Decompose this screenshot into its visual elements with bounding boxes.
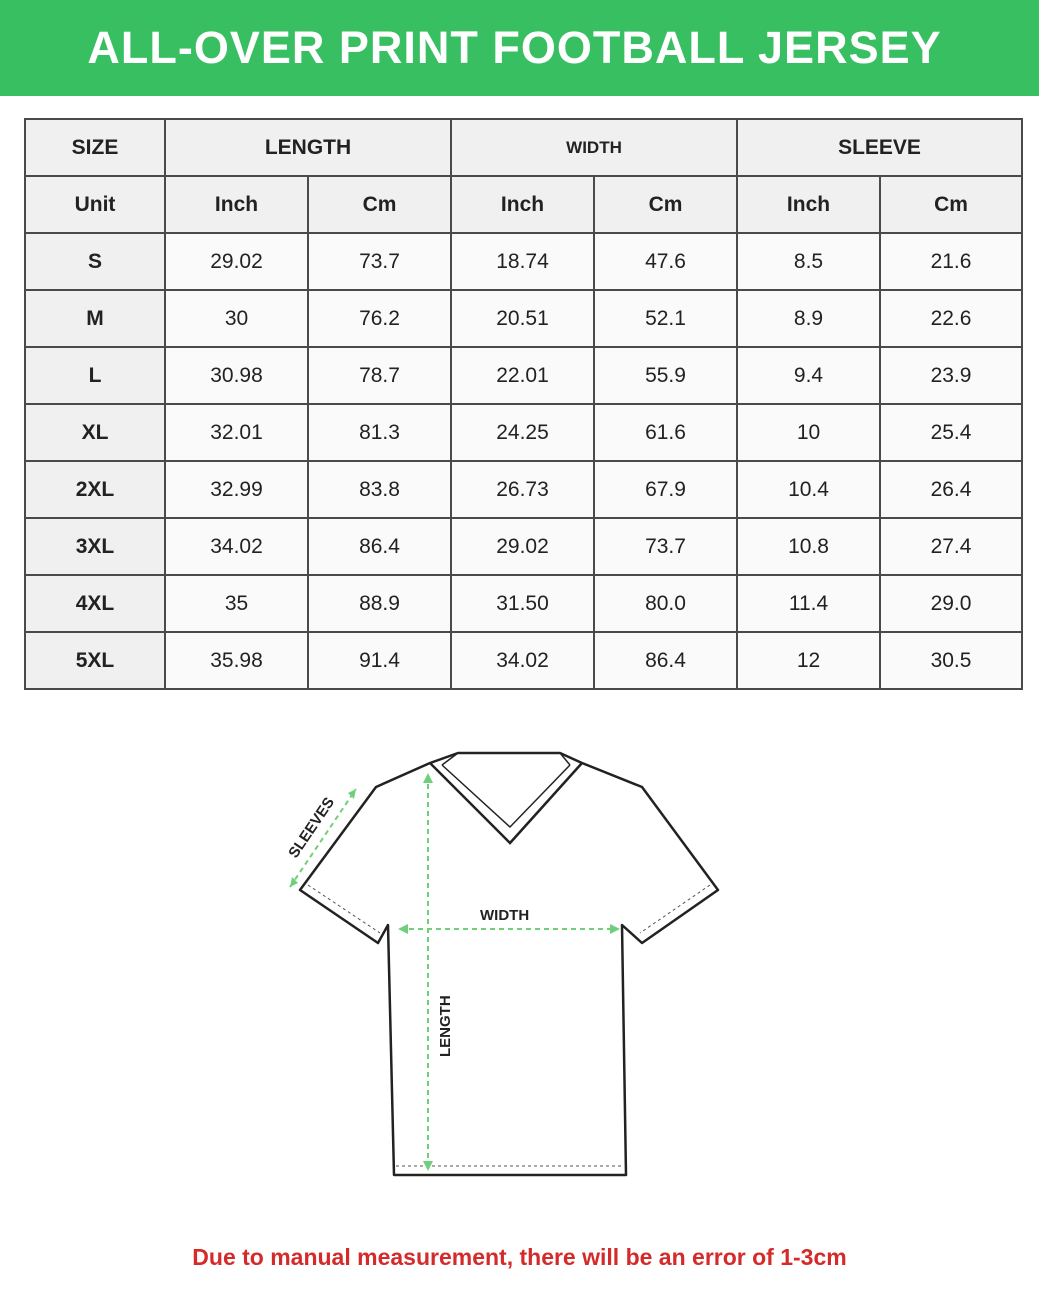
size-chart-table xyxy=(24,118,1023,690)
measurement-cell: 8.9 xyxy=(737,290,880,347)
measurement-cell: 86.4 xyxy=(594,632,737,689)
measurement-cell: 47.6 xyxy=(594,233,737,290)
measurement-cell: 10 xyxy=(737,404,880,461)
header-banner xyxy=(0,0,1039,96)
measurement-cell: 29.02 xyxy=(165,233,308,290)
measurement-cell: 9.4 xyxy=(737,347,880,404)
measurement-cell: 86.4 xyxy=(308,518,451,575)
table-row xyxy=(25,233,1022,290)
size-label-cell: L xyxy=(25,347,165,404)
size-label-cell: 5XL xyxy=(25,632,165,689)
table-row xyxy=(25,632,1022,689)
table-row xyxy=(25,404,1022,461)
unit-cell: Cm xyxy=(594,176,737,233)
sleeve-header: SLEEVE xyxy=(737,119,1022,176)
measurement-cell: 26.4 xyxy=(880,461,1022,518)
measurement-cell: 73.7 xyxy=(308,233,451,290)
measurement-cell: 61.6 xyxy=(594,404,737,461)
header-row xyxy=(25,119,1022,176)
jersey-illustration xyxy=(270,745,740,1195)
measurement-cell: 29.0 xyxy=(880,575,1022,632)
jersey-diagram xyxy=(270,745,740,1195)
unit-header: Unit xyxy=(25,176,165,233)
measurement-cell: 29.02 xyxy=(451,518,594,575)
measurement-cell: 34.02 xyxy=(451,632,594,689)
measurement-cell: 30.98 xyxy=(165,347,308,404)
jersey-outline xyxy=(300,753,718,1175)
measurement-note: Due to manual measurement, there will be an error of 1-3cm xyxy=(192,1244,847,1270)
table-row xyxy=(25,575,1022,632)
measurement-cell: 35.98 xyxy=(165,632,308,689)
unit-cell: Cm xyxy=(880,176,1022,233)
measurement-cell: 11.4 xyxy=(737,575,880,632)
unit-cell: Inch xyxy=(737,176,880,233)
measurement-cell: 73.7 xyxy=(594,518,737,575)
measurement-cell: 31.50 xyxy=(451,575,594,632)
unit-cell: Inch xyxy=(451,176,594,233)
measurement-cell: 21.6 xyxy=(880,233,1022,290)
measurement-cell: 10.8 xyxy=(737,518,880,575)
measurement-cell: 81.3 xyxy=(308,404,451,461)
width-label: WIDTH xyxy=(480,907,530,924)
unit-cell: Cm xyxy=(308,176,451,233)
table-row xyxy=(25,518,1022,575)
size-label-cell: 4XL xyxy=(25,575,165,632)
measurement-cell: 32.01 xyxy=(165,404,308,461)
measurement-cell: 78.7 xyxy=(308,347,451,404)
sleeves-label: SLEEVES xyxy=(285,794,339,862)
size-label-cell: M xyxy=(25,290,165,347)
table-row xyxy=(25,461,1022,518)
length-header: LENGTH xyxy=(165,119,451,176)
measurement-cell: 27.4 xyxy=(880,518,1022,575)
measurement-cell: 12 xyxy=(737,632,880,689)
measurement-cell: 26.73 xyxy=(451,461,594,518)
size-label-cell: 3XL xyxy=(25,518,165,575)
measurement-cell: 88.9 xyxy=(308,575,451,632)
measurement-cell: 30.5 xyxy=(880,632,1022,689)
size-label-cell: S xyxy=(25,233,165,290)
measurement-cell: 18.74 xyxy=(451,233,594,290)
page-title: ALL-OVER PRINT FOOTBALL JERSEY xyxy=(87,22,942,73)
measurement-cell: 52.1 xyxy=(594,290,737,347)
measurement-cell: 34.02 xyxy=(165,518,308,575)
measurement-cell: 30 xyxy=(165,290,308,347)
measurement-cell: 20.51 xyxy=(451,290,594,347)
measurement-cell: 23.9 xyxy=(880,347,1022,404)
measurement-cell: 22.01 xyxy=(451,347,594,404)
table-row xyxy=(25,347,1022,404)
size-rows xyxy=(25,233,1022,689)
measurement-cell: 8.5 xyxy=(737,233,880,290)
unit-row xyxy=(25,176,1022,233)
measurement-cell: 35 xyxy=(165,575,308,632)
measurement-cell: 25.4 xyxy=(880,404,1022,461)
size-label-cell: XL xyxy=(25,404,165,461)
measurement-cell: 91.4 xyxy=(308,632,451,689)
measurement-cell: 55.9 xyxy=(594,347,737,404)
measurement-cell: 32.99 xyxy=(165,461,308,518)
table-row xyxy=(25,290,1022,347)
width-header: WIDTH xyxy=(451,119,737,176)
measurement-cell: 10.4 xyxy=(737,461,880,518)
size-header: SIZE xyxy=(25,119,165,176)
measurement-cell: 24.25 xyxy=(451,404,594,461)
measurement-cell: 83.8 xyxy=(308,461,451,518)
unit-cell: Inch xyxy=(165,176,308,233)
measurement-cell: 80.0 xyxy=(594,575,737,632)
measurement-cell: 76.2 xyxy=(308,290,451,347)
size-label-cell: 2XL xyxy=(25,461,165,518)
length-label: LENGTH xyxy=(437,995,454,1057)
measurement-cell: 22.6 xyxy=(880,290,1022,347)
measurement-cell: 67.9 xyxy=(594,461,737,518)
